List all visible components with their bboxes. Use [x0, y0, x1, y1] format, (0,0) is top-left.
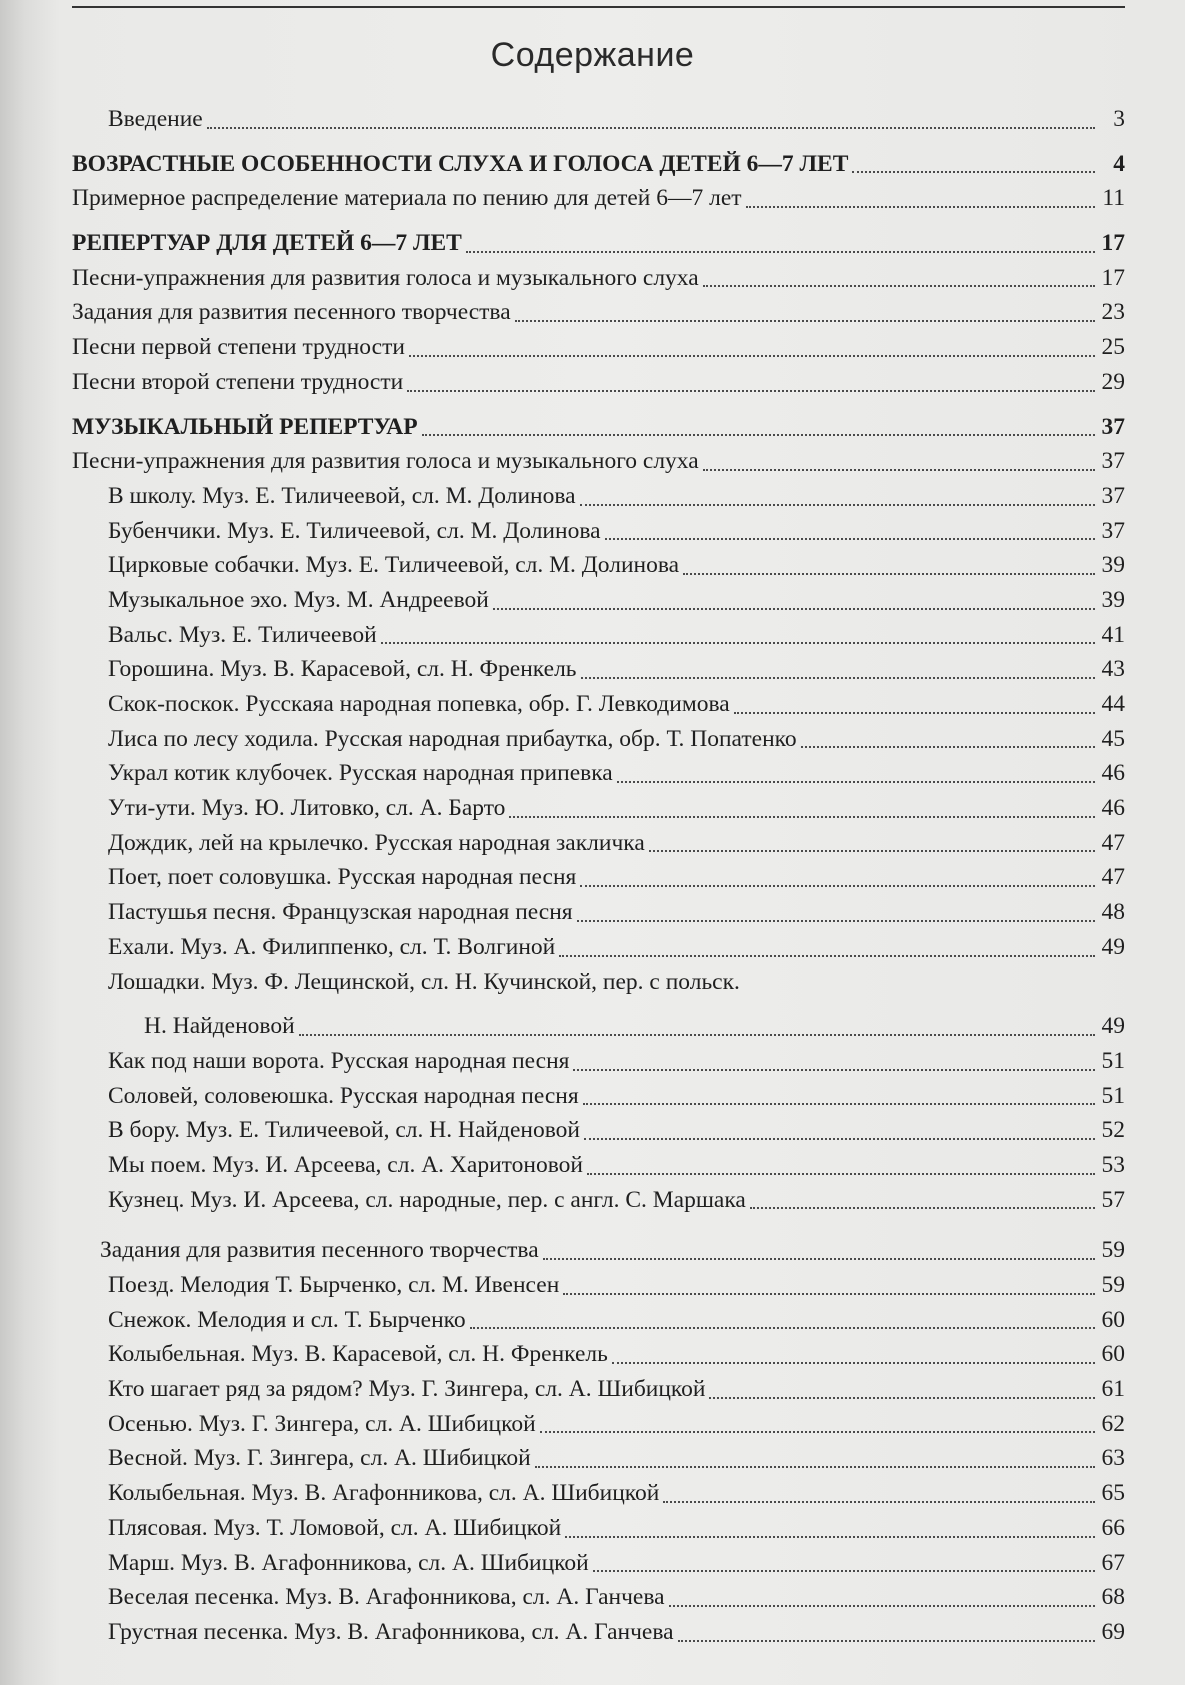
toc-entry-page: 3 [1113, 106, 1125, 132]
toc-entry-title: Песни-упражнения для развития голоса и музыкального слуха [72, 264, 699, 291]
toc-entry[interactable] [72, 181, 1125, 216]
dot-leader [515, 320, 1095, 322]
dot-leader [422, 434, 1095, 436]
toc-subentry-title: Кто шагает ряд за рядом? Муз. Г. Зингера, сл. А. Шибицкой [108, 1376, 706, 1403]
toc-subentry[interactable] [72, 1511, 1125, 1546]
toc-entry-title: Задания для развития песенного творчества [100, 1237, 539, 1264]
toc-subentry-title: Н. Найденовой [144, 1013, 295, 1040]
toc-subentry-title: Мы поем. Муз. И. Арсеева, сл. А. Харитоновой [108, 1151, 583, 1178]
dot-leader [580, 504, 1095, 506]
toc-subentry[interactable] [72, 756, 1125, 791]
toc-subentry-title: Осенью. Муз. Г. Зингера, сл. А. Шибицкой [108, 1410, 536, 1437]
toc-entry[interactable] [72, 444, 1125, 479]
toc-entry[interactable] [72, 295, 1125, 330]
toc-entry-title: Песни-упражнения для развития голоса и музыкального слуха [72, 448, 699, 475]
toc-subentry-page: 51 [1101, 1082, 1125, 1109]
toc-subentry[interactable] [72, 895, 1125, 930]
toc-subentry-page: 69 [1101, 1618, 1125, 1645]
toc-subentry-page: 60 [1101, 1306, 1125, 1333]
toc-entry[interactable] [72, 365, 1125, 400]
toc-section-page: 17 [1101, 230, 1125, 257]
dot-leader [709, 1397, 1095, 1399]
toc-subentry-page: 48 [1101, 899, 1125, 926]
toc-entry-title: Введение [108, 106, 203, 132]
dot-leader [605, 538, 1095, 540]
toc-subentry-page: 37 [1101, 517, 1125, 544]
toc-subentry-title: Дождик, лей на крылечко. Русская народная закличка [108, 829, 645, 856]
toc-entry-title: Песни первой степени трудности [72, 334, 405, 361]
toc-subentry[interactable] [72, 965, 1125, 1000]
toc-subentry-page: 62 [1101, 1410, 1125, 1437]
toc-subentry[interactable] [72, 618, 1125, 653]
page-title: Содержание [490, 36, 695, 74]
toc-subentry[interactable] [72, 548, 1125, 583]
toc-section-title: ВОЗРАСТНЫЕ ОСОБЕННОСТИ СЛУХА И ГОЛОСА ДЕТЕЙ 6—7 ЛЕТ [72, 150, 849, 177]
dot-leader [750, 1207, 1095, 1209]
toc-entry-page: 11 [1102, 185, 1125, 212]
dot-leader [540, 1431, 1095, 1433]
toc-subentry-page: 57 [1101, 1186, 1125, 1213]
toc-subentry-title: В школу. Муз. Е. Тиличеевой, сл. М. Долинова [108, 482, 576, 509]
dot-leader [580, 885, 1095, 887]
toc-subentry-page: 46 [1101, 795, 1125, 822]
table-of-contents [72, 102, 1125, 1650]
toc-subentry[interactable] [72, 1044, 1125, 1079]
toc-subentry-title: Колыбельная. Муз. В. Карасевой, сл. Н. Френкель [108, 1341, 608, 1368]
toc-entry-page: 37 [1101, 448, 1125, 475]
dot-leader [563, 1293, 1095, 1295]
dot-leader [617, 781, 1095, 783]
toc-subentry-title: Поет, поет соловушка. Русская народная песня [108, 864, 577, 891]
toc-subentry-title: Как под наши ворота. Русская народная песня [108, 1047, 570, 1074]
dot-leader [577, 920, 1095, 922]
dot-leader [734, 712, 1095, 714]
toc-entry-page: 17 [1101, 264, 1125, 291]
toc-subentry[interactable] [72, 722, 1125, 757]
toc-subentry-title: Кузнец. Муз. И. Арсеева, сл. народные, пер. с англ. С. Маршака [108, 1186, 746, 1213]
toc-subentry[interactable] [72, 1615, 1125, 1650]
toc-subentry[interactable] [72, 1079, 1125, 1114]
toc-subentry[interactable] [72, 1148, 1125, 1183]
toc-subentry[interactable] [72, 1546, 1125, 1581]
toc-subentry[interactable] [72, 1183, 1125, 1218]
toc-subentry-page: 43 [1101, 656, 1125, 683]
toc-entry-page: 23 [1101, 299, 1125, 326]
toc-subentry[interactable] [72, 1113, 1125, 1148]
toc-entry-title: Примерное распределение материала по пению для детей 6—7 лет [72, 185, 742, 212]
dot-leader [381, 642, 1095, 644]
dot-leader [407, 390, 1095, 392]
toc-subentry[interactable] [72, 479, 1125, 514]
toc-subentry-title: Ути-ути. Муз. Ю. Литовко, сл. А. Барто [108, 795, 506, 822]
toc-subentry[interactable] [72, 1407, 1125, 1442]
toc-subentry-page: 60 [1101, 1341, 1125, 1368]
dot-leader [678, 1640, 1095, 1642]
dot-leader [703, 285, 1095, 287]
dot-leader [409, 355, 1095, 357]
toc-section-title: РЕПЕРТУАР ДЛЯ ДЕТЕЙ 6—7 ЛЕТ [72, 230, 462, 257]
toc-subentry[interactable] [72, 1303, 1125, 1338]
toc-section[interactable] [72, 226, 1125, 261]
toc-subentry-page: 66 [1101, 1514, 1125, 1541]
dot-leader [581, 677, 1095, 679]
toc-subentry[interactable] [72, 860, 1125, 895]
toc-subentry-page: 63 [1101, 1445, 1125, 1472]
toc-subentry-page: 68 [1101, 1584, 1125, 1611]
dot-leader [852, 171, 1095, 173]
dot-leader [801, 746, 1095, 748]
toc-subentry-title: Веселая песенка. Муз. В. Агафонникова, сл. А. Ганчева [108, 1584, 665, 1611]
dot-leader [466, 251, 1095, 253]
toc-subentry-title: Цирковые собачки. Муз. Е. Тиличеевой, сл. М. Долинова [108, 552, 680, 579]
toc-subentry[interactable] [72, 1441, 1125, 1476]
dot-leader [584, 1138, 1095, 1140]
toc-subentry-continuation[interactable] [72, 1009, 1125, 1044]
toc-subentry-page: 39 [1101, 586, 1125, 613]
toc-subentry[interactable] [72, 1268, 1125, 1303]
toc-subentry-page: 41 [1101, 621, 1125, 648]
toc-subentry-title: Украл котик клубочек. Русская народная припевка [108, 760, 613, 787]
toc-subentry-page: 44 [1101, 691, 1125, 717]
dot-leader [612, 1362, 1095, 1364]
toc-subentry-page: 53 [1101, 1151, 1125, 1178]
toc-subentry[interactable] [72, 514, 1125, 549]
toc-subentry-page: 61 [1101, 1376, 1125, 1403]
dot-leader [669, 1605, 1095, 1607]
dot-leader [493, 608, 1095, 610]
toc-subentry-page: 67 [1101, 1549, 1125, 1576]
toc-subentry-page: 37 [1101, 482, 1125, 509]
dot-leader [593, 1570, 1095, 1572]
toc-subentry-title: Плясовая. Муз. Т. Ломовой, сл. А. Шибицкой [108, 1514, 562, 1541]
toc-subentry-title: Весной. Муз. Г. Зингера, сл. А. Шибицкой [108, 1445, 531, 1472]
toc-section[interactable] [72, 410, 1125, 445]
toc-subentry[interactable] [72, 652, 1125, 687]
toc-subentry-page: 47 [1101, 864, 1125, 891]
dot-leader [683, 573, 1095, 575]
toc-subentry[interactable] [72, 930, 1125, 965]
dot-leader [207, 127, 1095, 129]
dot-leader [703, 469, 1095, 471]
dot-leader [573, 1069, 1095, 1071]
toc-entry[interactable] [72, 261, 1125, 296]
toc-section-title: МУЗЫКАЛЬНЫЙ РЕПЕРТУАР [72, 413, 418, 440]
toc-subentry-title: Лиса по лесу ходила. Русская народная прибаутка, обр. Т. Попатенко [108, 725, 797, 752]
toc-subentry-page: 52 [1101, 1117, 1125, 1144]
toc-entry-title: Песни второй степени трудности [72, 368, 404, 395]
toc-subentry-page: 51 [1101, 1047, 1125, 1074]
dot-leader [509, 816, 1095, 818]
dot-leader [470, 1327, 1095, 1329]
toc-subentry-title: Ехали. Муз. А. Филиппенко, сл. Т. Волгиной [108, 933, 556, 960]
toc-subentry-page: 49 [1101, 1013, 1125, 1040]
toc-subentry-title: Марш. Муз. В. Агафонникова, сл. А. Шибицкой [108, 1549, 589, 1576]
toc-subentry-title: Бубенчики. Муз. Е. Тиличеевой, сл. М. Долинова [108, 517, 601, 544]
toc-subentry-page: 45 [1101, 725, 1125, 752]
toc-subentry-page: 65 [1101, 1480, 1125, 1507]
toc-subentry-title: Скок-поскок. Русскаяа народная попевка, обр. Г. Левкодимова [108, 691, 730, 717]
toc-subentry-title: Колыбельная. Муз. В. Агафонникова, сл. А. Шибицкой [108, 1480, 660, 1507]
toc-subentry-title: Лошадки. Муз. Ф. Лещинской, сл. Н. Кучинской, пер. с польск. [108, 968, 740, 995]
toc-entry-page: 59 [1101, 1237, 1125, 1264]
toc-section-page: 4 [1113, 150, 1125, 177]
toc-section[interactable] [72, 147, 1125, 182]
toc-entry[interactable] [72, 330, 1125, 365]
toc-subentry-title: Пастушья песня. Французская народная песня [108, 899, 573, 926]
toc-entry-page: 29 [1101, 368, 1125, 395]
toc-entry[interactable] [72, 1233, 1125, 1268]
toc-subentry[interactable] [72, 791, 1125, 826]
toc-subentry[interactable] [72, 1372, 1125, 1407]
dot-leader [587, 1173, 1095, 1175]
toc-subentry-page: 39 [1101, 552, 1125, 579]
toc-subentry-page: 49 [1101, 933, 1125, 960]
toc-entry[interactable] [72, 102, 1125, 137]
dot-leader [535, 1466, 1095, 1468]
dot-leader [746, 206, 1095, 208]
toc-subentry-title: Грустная песенка. Муз. В. Агафонникова, сл. А. Ганчева [108, 1618, 674, 1645]
dot-leader [543, 1258, 1095, 1260]
toc-subentry[interactable] [72, 687, 1125, 722]
toc-subentry-title: Вальс. Муз. Е. Тиличеевой [108, 621, 377, 648]
toc-subentry-page: 47 [1101, 829, 1125, 856]
toc-subentry-page: 59 [1101, 1272, 1125, 1298]
toc-subentry-title: Снежок. Мелодия и сл. Т. Бырченко [108, 1306, 466, 1333]
toc-subentry-title: В бору. Муз. Е. Тиличеевой, сл. Н. Найденовой [108, 1117, 580, 1144]
toc-subentry-title: Музыкальное эхо. Муз. М. Андреевой [108, 586, 489, 613]
toc-subentry[interactable] [72, 1337, 1125, 1372]
toc-subentry-title: Соловей, соловеюшка. Русская народная песня [108, 1082, 579, 1109]
toc-subentry[interactable] [72, 1580, 1125, 1615]
toc-subentry-page: 46 [1101, 760, 1125, 787]
toc-subentry[interactable] [72, 826, 1125, 861]
dot-leader [565, 1536, 1095, 1538]
toc-subentry[interactable] [72, 583, 1125, 618]
dot-leader [583, 1103, 1095, 1105]
dot-leader [299, 1034, 1095, 1036]
top-rule [72, 6, 1125, 8]
toc-section-page: 37 [1101, 413, 1125, 440]
toc-subentry-title: Горошина. Муз. В. Карасевой, сл. Н. Френкель [108, 656, 577, 683]
toc-subentry[interactable] [72, 1476, 1125, 1511]
toc-entry-page: 25 [1101, 334, 1125, 361]
dot-leader [649, 850, 1095, 852]
dot-leader [559, 955, 1095, 957]
toc-entry-title: Задания для развития песенного творчества [72, 299, 511, 326]
dot-leader [663, 1501, 1095, 1503]
toc-subentry-title: Поезд. Мелодия Т. Бырченко, сл. М. Ивенсен [108, 1272, 560, 1298]
